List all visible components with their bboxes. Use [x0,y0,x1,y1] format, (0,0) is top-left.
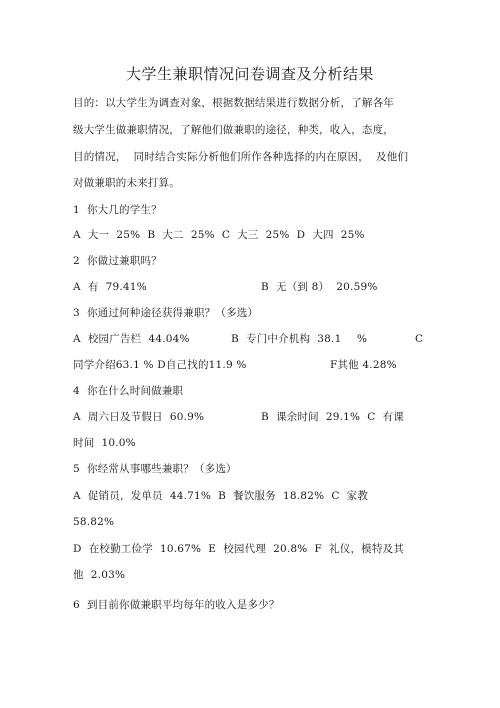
q5-line-1: A 促销员，发单员 44.71% B 餐饮服务 18.82% C 家教 [73,490,369,502]
q4-question: 4 你在什么时间做兼职 [73,385,184,397]
q2-question: 2 你做过兼职吗？ [73,255,162,267]
q2-answer-a: A 有 79.41% [73,281,147,293]
q1-answer: A 大一 25% B 大二 25% C 大三 25% D 大四 25% [73,229,365,241]
q3-option-c-letter: C [415,333,424,345]
intro-line-1: 目的：以大学生为调查对象，根据数据结果进行数据分析，了解各年 [73,97,394,109]
q5-question: 5 你经常从事哪些兼职？（多选） [73,463,237,475]
intro-line-4: 对做兼职的未来打算。 [73,177,180,189]
q3-question: 3 你通过何种途径获得兼职？（多选） [73,307,259,319]
q5-line-2: 58.82% [73,516,115,528]
q5-line-4: 他 2.03% [73,569,126,581]
q2-answer-b: B 无（到 8） 20.59% [261,281,378,293]
q4-option-c-continued: 时间 10.0% [73,437,136,449]
q6-question: 6 到目前你做兼职平均每年的收入是多少？ [73,599,280,611]
q3-option-a: A 校园广告栏 44.04% [73,333,190,345]
q3-options-cd: 同学介绍63.1 % D自己找的11.9 % [73,359,247,371]
intro-line-3: 目的情况， 同时结合实际分析他们所作各种选择的内在原因， 及他们 [73,151,409,163]
q5-line-3: D 在校勤工俭学 10.67% E 校园代理 20.8% F 礼仪，模特及其 [73,543,404,555]
intro-line-2: 级大学生做兼职情况，了解他们做兼职的途径，种类，收入，态度， [73,124,394,136]
q3-option-f: F其他 4.28% [330,359,397,371]
document-title: 大学生兼职情况问卷调查及分析结果 [125,65,374,83]
q3-option-b: B 专门中介机构 38.1 [231,333,342,345]
q4-options-bc: B 课余时间 29.1% C 有课 [261,411,405,423]
q3-option-b-percent: % [357,333,368,345]
q1-question: 1 你大几的学生？ [73,204,162,216]
q4-option-a: A 周六日及节假日 60.9% [73,411,205,423]
